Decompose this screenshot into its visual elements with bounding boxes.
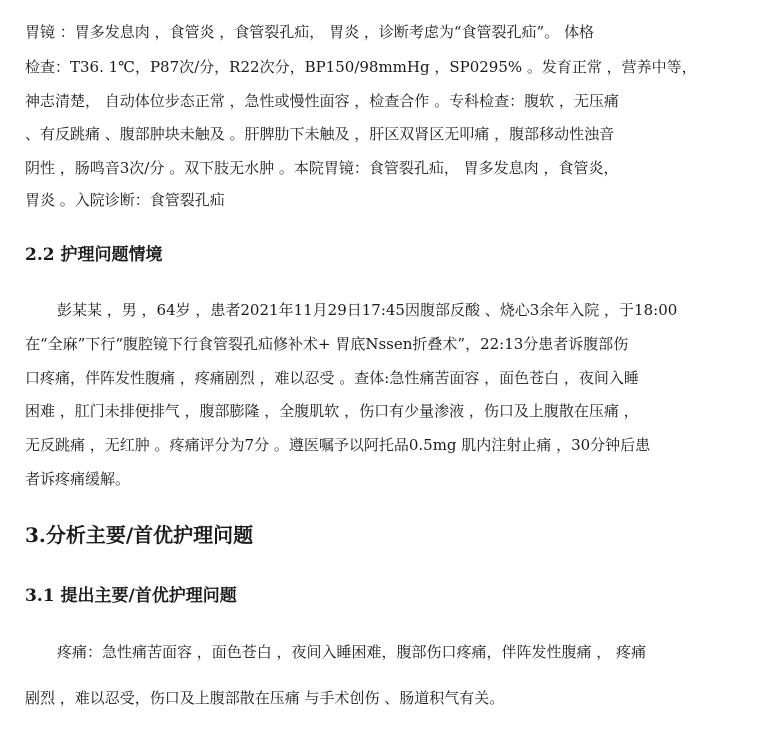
- section-heading-3-1: 3.1 提出主要/首优护理问题: [25, 586, 237, 606]
- paragraph-line: 胃镜 ：胃多发息肉 ，食管炎 ，食管裂孔疝， 胃炎 ，诊断考虑为“食管裂孔疝”。 体格: [25, 23, 594, 41]
- paragraph-line: 剧烈 ，难以忍受，伤口及上腹部散在压痛 与手术创伤 、肠道积气有关。: [25, 689, 505, 707]
- paragraph-line: 、有反跳痛 、腹部肿块未触及 。肝脾肋下未触及 ，肝区双肾区无叩痛 ，腹部移动性浊音: [25, 125, 615, 143]
- paragraph-line: 阴性 ，肠鸣音3次/分 。双下肢无水肿 。本院胃镜：食管裂孔疝， 胃多发息肉 ，食管炎，: [25, 159, 619, 177]
- paragraph-line: 无反跳痛 ，无红肿 。疼痛评分为7分 。遵医嘱予以阿托品0.5mg 肌内注射止痛 ，30分钟后患: [25, 436, 651, 454]
- section-heading-3: 3.分析主要/首优护理问题: [25, 523, 254, 547]
- paragraph-line: 检查：T36. 1℃，P87次/分，R22次分，BP150/98mmHg ，SP0295% 。发育正常 ，营养中等，: [25, 58, 697, 76]
- paragraph-line: 者诉疼痛缓解。: [25, 470, 131, 488]
- section-heading-2-2: 2.2 护理问题情境: [25, 245, 163, 265]
- paragraph-line: 胃炎 。入院诊断：食管裂孔疝: [25, 191, 225, 209]
- paragraph-line: 在“全麻”下行“腹腔镜下行食管裂孔疝修补术+ 胃底Nssen折叠术”，22:13分患者诉腹部伤: [25, 335, 629, 353]
- paragraph-line: 口疼痛，伴阵发性腹痛 ，疼痛剧烈 ，难以忍受 。查体:急性痛苦面容 ，面色苍白 ，夜间入睡: [25, 369, 639, 387]
- paragraph-line: 彭某某 ，男 ，64岁 ，患者2021年11月29日17:45因腹部反酸 、烧心3余年入院 ，于18:00: [57, 301, 678, 319]
- paragraph-line: 神志清楚， 自动体位步态正常 ，急性或慢性面容 ，检查合作 。专科检查：腹软 ，无压痛: [25, 92, 619, 110]
- paragraph-line: 困难 ，肛门未排便排气 ，腹部膨隆 ，全腹肌软 ，伤口有少量渗液 ，伤口及上腹散在压痛 ，: [25, 402, 639, 420]
- paragraph-line: 疼痛：急性痛苦面容 ，面色苍白 ，夜间入睡困难，腹部伤口疼痛，伴阵发性腹痛 ， 疼痛: [57, 643, 647, 661]
